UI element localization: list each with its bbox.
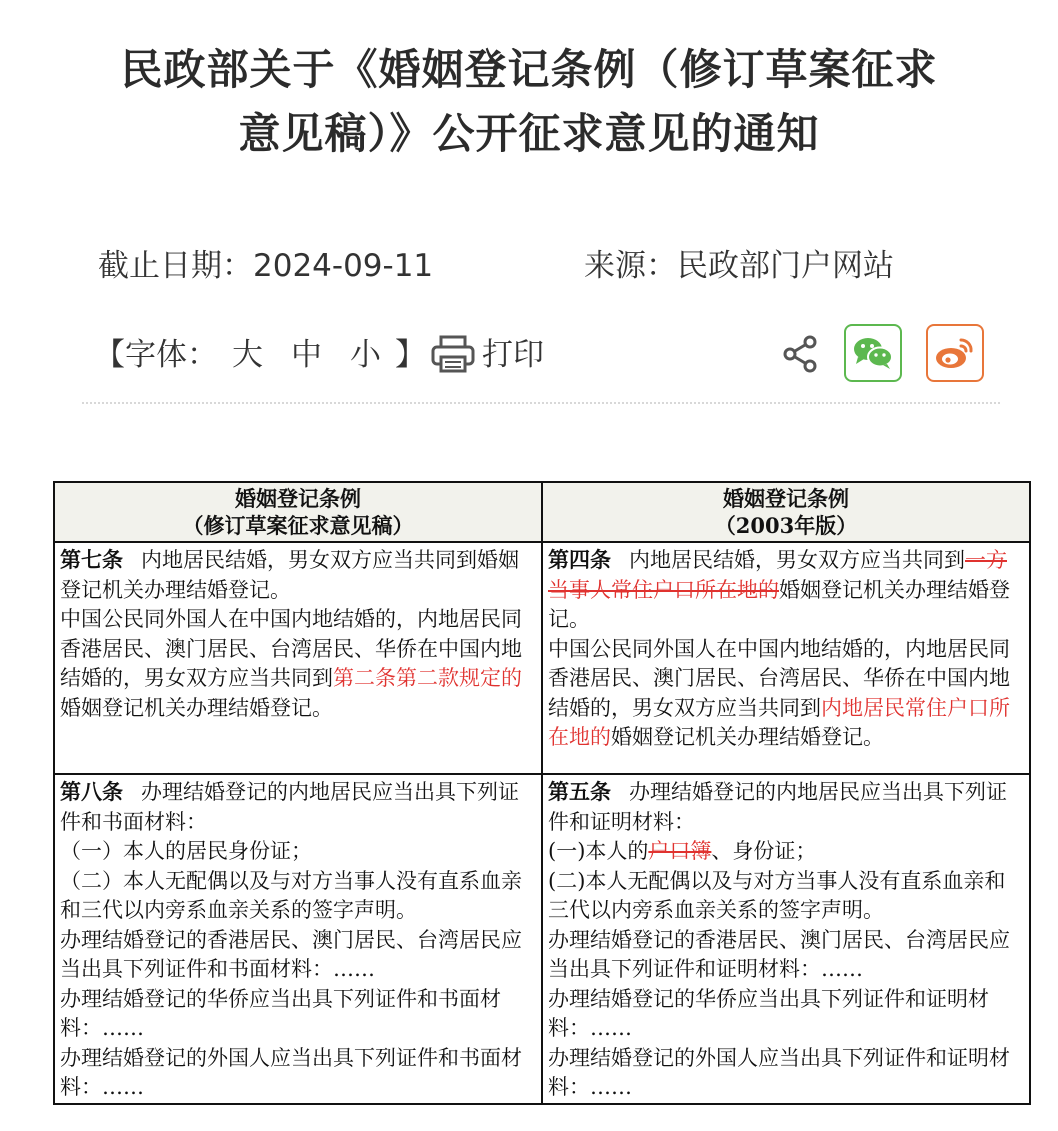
table-cell [54,774,542,1104]
paragraph-text: 内地居民结婚，男女双方应当共同到婚姻登记机关办理结婚登记。 [60,548,519,602]
cell-paragraph [60,777,536,837]
paragraph-text: 中国公民同外国人在中国内地结婚的，内地居民同香港居民、澳门居民、台湾居民、华侨在中国内地结婚的，男女双方应当共同到 [60,607,522,690]
wechat-share-button[interactable] [844,324,902,382]
table-row [54,774,1030,1104]
font-size-suffix: 】 [395,337,426,373]
font-size-small[interactable]: 小 [350,337,381,373]
cell-paragraph: （一）本人的居民身份证； [60,839,312,863]
deleted-text: 一方当事人常住户口所在地的 [548,548,1007,602]
deadline-date: 截止日期：2024-09-11 [98,248,434,284]
paragraph-text: 婚姻登记机关办理结婚登记。 [611,725,884,749]
paragraph-text: 办理结婚登记的内地居民应当出具下列证件和证明材料： [548,780,1007,834]
divider [82,402,1000,404]
page-title-line-1: 民政部关于《婚姻登记条例（修订草案征求 [120,45,938,94]
cell-paragraph: （二）本人无配偶以及与对方当事人没有直系血亲和三代以内旁系血亲关系的签字声明。 [60,868,522,922]
cell-paragraph [60,545,536,605]
cell-paragraph [548,635,1024,753]
print-label: 打印 [482,337,544,373]
article-meta [98,244,998,288]
cell-paragraph [60,605,536,723]
article-number: 第五条 [548,779,611,804]
paragraph-text: 、身份证； [711,839,817,863]
source-label: 来源：民政部门户网站 [584,248,894,284]
header-right-line-1: 婚姻登记条例 [723,486,849,511]
cell-paragraph: 办理结婚登记的香港居民、澳门居民、台湾居民应当出具下列证件和书面材料：…… [60,927,522,981]
header-right-line-2: （2003年版） [714,513,858,538]
table-row [54,542,1030,774]
table-header-cell [542,482,1030,542]
cell-paragraph [548,837,1024,867]
paragraph-text: 内地居民结婚，男女双方应当共同到 [629,548,965,572]
article-number: 第四条 [548,547,611,572]
font-size-control [94,330,426,380]
paragraph-text: 婚姻登记机关办理结婚登记。 [548,577,1010,631]
table-header-row [54,482,1030,542]
paragraph-text: 办理结婚登记的内地居民应当出具下列证件和书面材料： [60,780,519,834]
weibo-share-button[interactable] [926,324,984,382]
font-size-medium[interactable]: 中 [291,337,322,373]
cell-paragraph: 办理结婚登记的外国人应当出具下列证件和书面材料：…… [60,1045,522,1099]
table-cell [542,774,1030,1104]
cell-paragraph: 办理结婚登记的香港居民、澳门居民、台湾居民应当出具下列证件和证明材料：…… [548,927,1010,981]
table-cell [542,542,1030,774]
print-button[interactable] [430,330,544,380]
paragraph-text: 中国公民同外国人在中国内地结婚的，内地居民同香港居民、澳门居民、台湾居民、华侨在中国内地结婚的，男女双方应当共同到 [548,636,1010,720]
page-title [60,38,998,166]
changed-text: 内地居民常住户口所在地的 [548,695,1010,749]
cell-paragraph: 办理结婚登记的外国人应当出具下列证件和证明材料：…… [548,1045,1010,1099]
article-toolbar [94,330,1000,386]
paragraph-text: 婚姻登记机关办理结婚登记。 [60,695,333,720]
page-title-line-2: 意见稿）》公开征求意见的通知 [238,109,820,158]
printer-icon [430,334,476,374]
article-number: 第七条 [60,547,123,572]
header-left-line-2: （修订草案征求意见稿） [182,513,414,538]
font-size-prefix: 【字体： [94,337,218,373]
cell-paragraph: 办理结婚登记的华侨应当出具下列证件和证明材料：…… [548,986,989,1040]
cell-paragraph [548,545,1024,635]
article-number: 第八条 [60,779,123,804]
paragraph-text: (一)本人的 [548,839,649,863]
cell-paragraph [548,777,1024,837]
cell-paragraph: (二)本人无配偶以及与对方当事人没有直系血亲和三代以内旁系血亲关系的签字声明。 [548,868,1006,922]
inserted-text: 第二条第二款规定的 [333,666,522,690]
share-button[interactable] [780,334,820,389]
comparison-table [53,481,1031,1105]
deleted-text: 户口簿 [648,839,712,863]
header-left-line-1: 婚姻登记条例 [235,486,361,511]
table-cell [54,542,542,774]
cell-paragraph: 办理结婚登记的华侨应当出具下列证件和书面材料：…… [60,986,501,1040]
table-header-cell [54,482,542,542]
weibo-icon [934,334,976,372]
font-size-large[interactable]: 大 [232,337,263,373]
share-icon [780,334,820,374]
wechat-icon [852,335,894,371]
